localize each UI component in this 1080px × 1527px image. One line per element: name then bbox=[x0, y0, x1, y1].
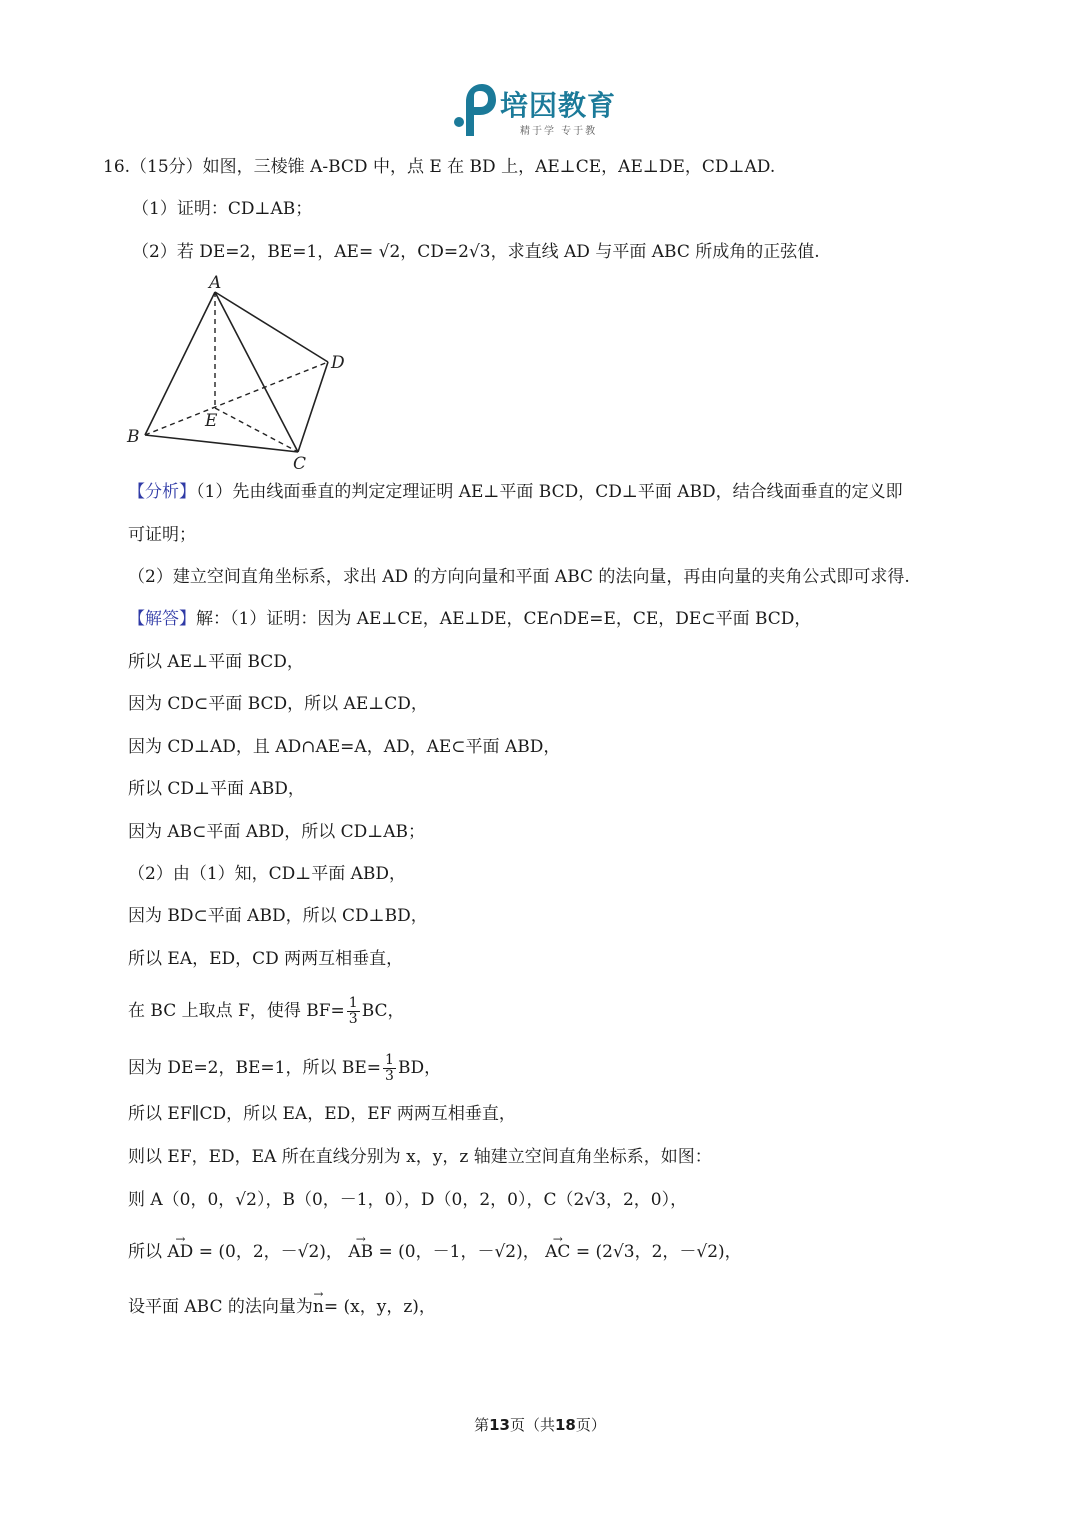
edge-AC bbox=[215, 292, 298, 452]
analysis-line-2: 可证明； bbox=[128, 525, 196, 545]
fraction-one-third: $\frac{1}{3}$ bbox=[385, 1052, 394, 1084]
edge-EC bbox=[215, 408, 298, 452]
vector-AC: → AC bbox=[545, 1240, 570, 1264]
analysis-line-3: （2）建立空间直角坐标系，求出 AD 的方向向量和平面 ABC 的法向量，再由向量的夹角公式即可求得. bbox=[128, 567, 910, 587]
solution-line-1: 【解答】解：（1）证明：因为 AE⊥CE，AE⊥DE，CE∩DE=E，CE，DE⊂平面 BCD， bbox=[128, 609, 812, 629]
brand-name: 培因教育 bbox=[500, 89, 617, 122]
solution-line-bf: 在 BC 上取点 F，使得 BF= $\frac{1}{3}$ BC， bbox=[128, 995, 405, 1027]
question-part1: （1）证明：CD⊥AB； bbox=[132, 199, 313, 219]
solution-tag: 【解答】 bbox=[128, 609, 196, 629]
solution-line-coords: 则 A（0，0，√2），B（0，－1，0），D（0，2，0），C（2√3，2，0）， bbox=[128, 1190, 688, 1210]
label-B: B bbox=[127, 427, 140, 447]
edge-BD bbox=[145, 362, 328, 435]
fraction-one-third: $\frac{1}{3}$ bbox=[348, 995, 358, 1027]
question-head: 16.（15分）如图，三棱锥 A‑BCD 中，点 E 在 BD 上，AE⊥CE，AE⊥DE，CD⊥AD. bbox=[103, 157, 776, 177]
page-number: 13 bbox=[489, 1416, 510, 1434]
label-A: A bbox=[209, 273, 222, 293]
solution-line-axes: 则以 EF，ED，EA 所在直线分别为 x，y，z 轴建立空间直角坐标系，如图： bbox=[128, 1147, 712, 1167]
brand-logo bbox=[452, 82, 632, 140]
brand-slogan: 精于学 专于教 bbox=[520, 126, 598, 137]
logo-p-icon bbox=[452, 82, 496, 138]
vector-AD: → AD bbox=[167, 1240, 193, 1264]
solution-line-6: 因为 AB⊂平面 ABD，所以 CD⊥AB； bbox=[128, 822, 426, 842]
solution-line-4: 因为 CD⊥AD，且 AD∩AE=A，AD，AE⊂平面 ABD， bbox=[128, 737, 561, 757]
solution-line-8: 因为 BD⊂平面 ABD，所以 CD⊥BD， bbox=[128, 906, 428, 926]
edge-CD bbox=[298, 362, 328, 452]
vector-AB: → AB bbox=[348, 1240, 373, 1264]
label-C: C bbox=[293, 454, 307, 472]
tetrahedron-figure bbox=[118, 272, 368, 472]
vector-n: → n bbox=[313, 1295, 324, 1319]
analysis-tag: 【分析】 bbox=[128, 482, 196, 502]
edge-BC bbox=[145, 435, 298, 452]
label-D: D bbox=[331, 353, 345, 373]
page-total: 18 bbox=[555, 1416, 576, 1434]
question-part2: （2）若 DE=2，BE=1，AE= √2，CD=2√3，求直线 AD 与平面 ABC 所成角的正弦值. bbox=[132, 242, 820, 262]
analysis-line-1: 【分析】（1）先由线面垂直的判定定理证明 AE⊥平面 BCD，CD⊥平面 ABD，结合线面垂直的定义即 bbox=[128, 482, 903, 502]
solution-line-9: 所以 EA，ED，CD 两两互相垂直， bbox=[128, 949, 404, 969]
edge-AD bbox=[215, 292, 328, 362]
page-footer: 第13页（共18页） bbox=[474, 1416, 606, 1434]
solution-line-normal: 设平面 ABC 的法向量为→ n= (x，y，z)， bbox=[128, 1295, 436, 1319]
solution-line-5: 所以 CD⊥平面 ABD， bbox=[128, 779, 305, 799]
solution-line-vectors: 所以 → AD = (0，2，－√2)， → AB = (0，－1，－√2)， → AC = (2√3，2，－√2)， bbox=[128, 1240, 742, 1264]
solution-line-3: 因为 CD⊂平面 BCD，所以 AE⊥CD， bbox=[128, 694, 428, 714]
solution-line-2: 所以 AE⊥平面 BCD， bbox=[128, 652, 304, 672]
solution-line-be: 因为 DE=2，BE=1，所以 BE= $\frac{1}{3}$ BD， bbox=[128, 1052, 442, 1084]
solution-line-ef: 所以 EF∥CD，所以 EA，ED，EF 两两互相垂直， bbox=[128, 1104, 516, 1124]
solution-line-7: （2）由（1）知，CD⊥平面 ABD， bbox=[128, 864, 407, 884]
label-E: E bbox=[205, 411, 218, 431]
